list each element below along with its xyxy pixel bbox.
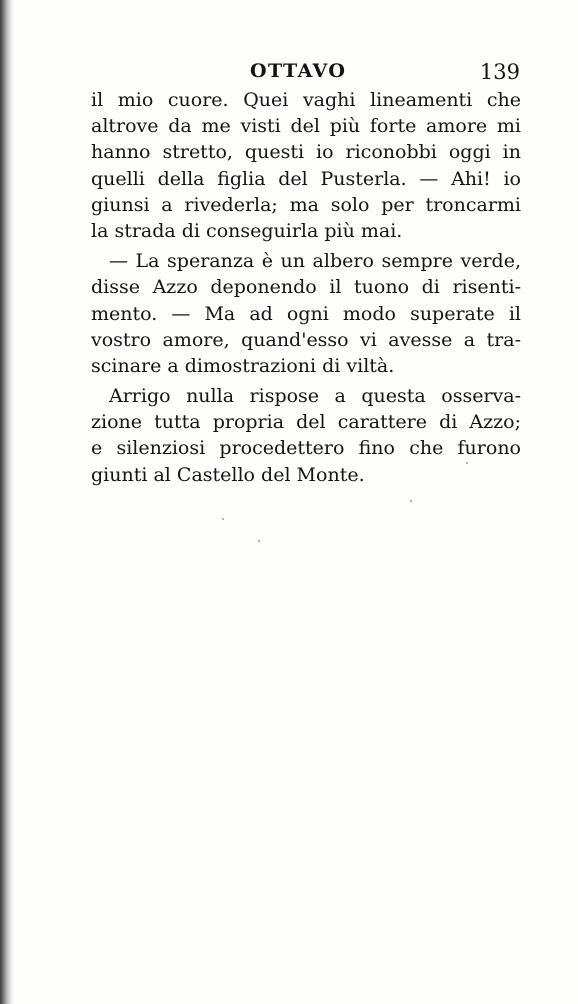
text-line: Arrigo nulla rispose a questa osserva- [109,385,521,408]
text-line: disse Azzo deponendo il tuono di risenti- [91,276,521,299]
text-line: altrove da me visti del più forte amore mi [91,115,521,138]
paper-speck [222,518,224,520]
paper-speck [258,540,260,542]
text-line: e silenziosi procedettero fino che furono [91,437,521,460]
body-text [91,87,521,488]
text-line: — La speranza è un albero sempre verde, [109,250,521,273]
paper-speck [466,462,468,464]
text-line: il mio cuore. Quei vaghi lineamenti che [91,89,521,111]
binding-gutter-shadow [0,0,14,1004]
text-line: giunsi a rivederla; ma solo per troncarmi [91,193,521,216]
text-line: vostro amore, quand'esso vi avesse a tra- [91,328,521,351]
text-line: giunti al Castello del Monte. [91,463,365,486]
paper-speck [410,500,412,502]
text-line: la strada di conseguirla più mai. [91,219,403,242]
text-line: scinare a dimostrazioni di viltà. [91,354,395,377]
page-header [90,60,520,88]
text-line: hanno stretto, questi io riconobbi oggi in [91,141,521,164]
running-head: OTTAVO [250,60,347,82]
text-line: mento. — Ma ad ogni modo superate il [91,302,521,325]
text-line: quelli della figlia del Pusterla. — Ahi! io [91,167,521,190]
page-number: 139 [479,60,520,84]
text-line: zione tutta propria del carattere di Azzo; [91,411,521,434]
